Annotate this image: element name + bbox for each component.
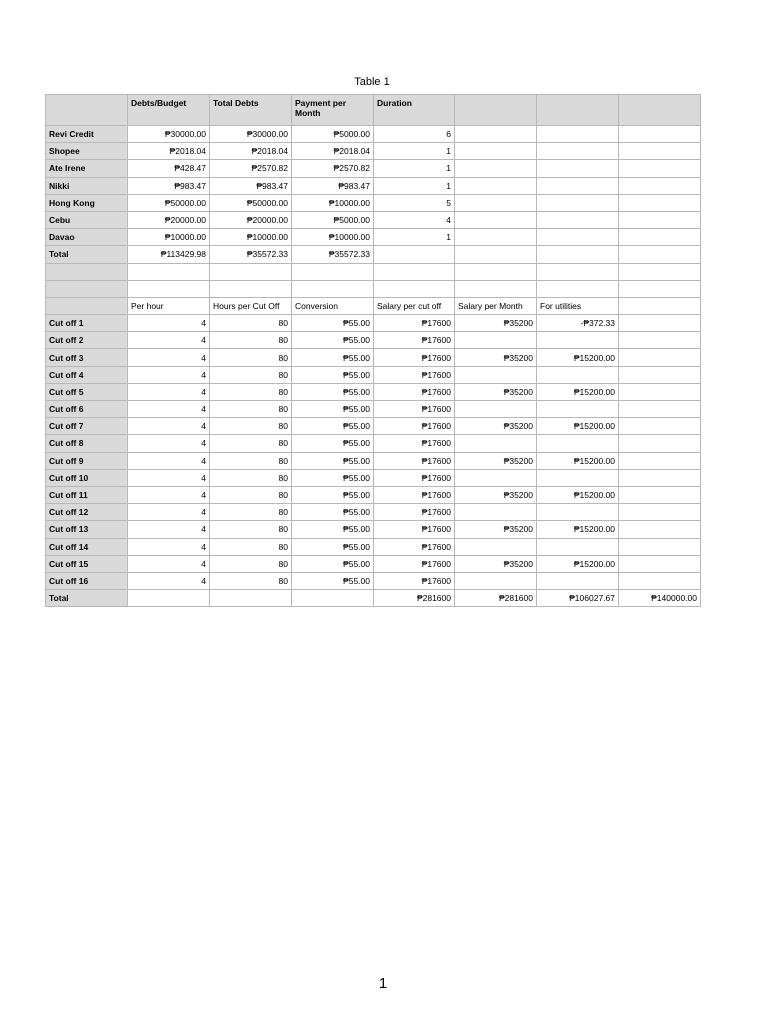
table-row: [46, 555, 701, 572]
table-cell[interactable]: [619, 435, 701, 452]
table-cell[interactable]: [537, 126, 619, 143]
table-cell[interactable]: [455, 435, 537, 452]
row-header-cell[interactable]: [46, 263, 128, 280]
column-header-cell[interactable]: Duration: [374, 95, 455, 126]
table-cell[interactable]: [455, 126, 537, 143]
table-row: [46, 194, 701, 211]
table-cell[interactable]: [537, 366, 619, 383]
table-cell[interactable]: ₱55.00: [292, 418, 374, 435]
table-cell[interactable]: 4: [128, 332, 210, 349]
row-header-cell[interactable]: Shopee: [46, 143, 128, 160]
table-cell[interactable]: ₱35572.33: [210, 246, 292, 263]
row-header-cell[interactable]: Cut off 7: [46, 418, 128, 435]
table-cell[interactable]: ₱983.47: [292, 177, 374, 194]
table-cell[interactable]: [619, 126, 701, 143]
table-cell[interactable]: ₱35200: [455, 349, 537, 366]
row-header-cell[interactable]: Total: [46, 590, 128, 607]
table-cell[interactable]: ₱10000.00: [128, 229, 210, 246]
table-cell[interactable]: 80: [210, 349, 292, 366]
column-header-cell[interactable]: Debts/Budget: [128, 95, 210, 126]
table-cell[interactable]: 1: [374, 177, 455, 194]
table-cell[interactable]: ₱35200: [455, 555, 537, 572]
table-row: [46, 229, 701, 246]
table-cell[interactable]: ₱2570.82: [210, 160, 292, 177]
table-cell[interactable]: ₱140000.00: [619, 590, 701, 607]
table-cell[interactable]: [455, 263, 537, 280]
table-cell[interactable]: 80: [210, 555, 292, 572]
table-cell[interactable]: [537, 280, 619, 297]
table-cell[interactable]: 4: [128, 452, 210, 469]
table-row: [46, 332, 701, 349]
table-cell[interactable]: ₱55.00: [292, 486, 374, 503]
table-cell[interactable]: ₱20000.00: [210, 211, 292, 228]
table-cell[interactable]: [537, 229, 619, 246]
table-cell[interactable]: ₱17600: [374, 572, 455, 589]
table-cell[interactable]: [374, 246, 455, 263]
table-cell[interactable]: [619, 143, 701, 160]
table-cell[interactable]: 80: [210, 469, 292, 486]
table-cell[interactable]: [455, 332, 537, 349]
table-cell[interactable]: ₱2018.04: [292, 143, 374, 160]
table-cell[interactable]: ₱2018.04: [128, 143, 210, 160]
table-row: [46, 538, 701, 555]
table-cell[interactable]: [292, 263, 374, 280]
column-header-cell[interactable]: Conversion: [292, 297, 374, 314]
table-cell[interactable]: [537, 401, 619, 418]
table-cell[interactable]: ₱10000.00: [210, 229, 292, 246]
row-header-cell[interactable]: Cut off 9: [46, 452, 128, 469]
table-cell[interactable]: [619, 160, 701, 177]
table-cell[interactable]: [619, 332, 701, 349]
row-header-cell[interactable]: Cut off 5: [46, 383, 128, 400]
column-header-cell[interactable]: [455, 95, 537, 126]
table-cell[interactable]: ₱15200.00: [537, 349, 619, 366]
subheader-row: [46, 297, 701, 314]
row-header-cell[interactable]: Cut off 8: [46, 435, 128, 452]
row-header-cell[interactable]: Cut off 10: [46, 469, 128, 486]
table-cell[interactable]: ₱35200: [455, 486, 537, 503]
table-cell[interactable]: ₱50000.00: [210, 194, 292, 211]
table-cell[interactable]: [619, 452, 701, 469]
table-row: [46, 143, 701, 160]
table-cell[interactable]: [619, 229, 701, 246]
table-cell[interactable]: ₱20000.00: [128, 211, 210, 228]
table-cell[interactable]: ₱17600: [374, 418, 455, 435]
table-cell[interactable]: [537, 246, 619, 263]
row-header-cell[interactable]: Revi Credit: [46, 126, 128, 143]
table-cell[interactable]: ₱35572.33: [292, 246, 374, 263]
table-cell[interactable]: ₱55.00: [292, 401, 374, 418]
column-header-cell[interactable]: Salary per Month: [455, 297, 537, 314]
table-row: [46, 452, 701, 469]
table-cell[interactable]: 4: [128, 555, 210, 572]
table-cell[interactable]: ₱55.00: [292, 469, 374, 486]
table-cell[interactable]: [292, 590, 374, 607]
row-header-cell[interactable]: Cut off 14: [46, 538, 128, 555]
row-header-cell[interactable]: Davao: [46, 229, 128, 246]
table-cell[interactable]: ₱17600: [374, 469, 455, 486]
table-cell[interactable]: 4: [128, 469, 210, 486]
table-cell[interactable]: [537, 194, 619, 211]
table-cell[interactable]: 6: [374, 126, 455, 143]
table-cell[interactable]: [455, 469, 537, 486]
table-cell[interactable]: 4: [128, 401, 210, 418]
row-header-cell[interactable]: Cut off 16: [46, 572, 128, 589]
table-cell[interactable]: [537, 469, 619, 486]
table-cell[interactable]: [455, 538, 537, 555]
table-cell[interactable]: ₱5000.00: [292, 126, 374, 143]
table-row: [46, 504, 701, 521]
table-row: [46, 486, 701, 503]
table-cell[interactable]: 4: [128, 504, 210, 521]
row-header-cell[interactable]: Total: [46, 246, 128, 263]
header-row: [46, 95, 701, 126]
table-cell[interactable]: ₱30000.00: [210, 126, 292, 143]
table-cell[interactable]: [455, 211, 537, 228]
table-cell[interactable]: ₱55.00: [292, 555, 374, 572]
table-cell[interactable]: [455, 280, 537, 297]
table-cell[interactable]: ₱35200: [455, 452, 537, 469]
table-cell[interactable]: 4: [128, 521, 210, 538]
table-cell[interactable]: 4: [128, 366, 210, 383]
table-cell[interactable]: ₱17600: [374, 332, 455, 349]
table-cell[interactable]: [455, 246, 537, 263]
table-cell[interactable]: ₱17600: [374, 521, 455, 538]
row-header-cell[interactable]: Hong Kong: [46, 194, 128, 211]
table-cell[interactable]: [537, 160, 619, 177]
table-cell[interactable]: [537, 538, 619, 555]
table-cell[interactable]: ₱113429.98: [128, 246, 210, 263]
table-cell[interactable]: 80: [210, 366, 292, 383]
table-cell[interactable]: 4: [128, 435, 210, 452]
table-row: [46, 315, 701, 332]
table-cell[interactable]: [619, 504, 701, 521]
column-header-cell[interactable]: [619, 95, 701, 126]
table-cell[interactable]: [619, 246, 701, 263]
table-cell[interactable]: ₱5000.00: [292, 211, 374, 228]
table-cell[interactable]: ₱55.00: [292, 452, 374, 469]
table-cell[interactable]: ₱17600: [374, 435, 455, 452]
table-cell[interactable]: ₱10000.00: [292, 229, 374, 246]
table-cell[interactable]: ₱35200: [455, 383, 537, 400]
table-cell[interactable]: 5: [374, 194, 455, 211]
table-row: [46, 521, 701, 538]
row-header-cell[interactable]: Cut off 2: [46, 332, 128, 349]
table-cell[interactable]: [619, 263, 701, 280]
table-cell[interactable]: [210, 280, 292, 297]
table-cell[interactable]: [537, 143, 619, 160]
table-cell[interactable]: ₱17600: [374, 366, 455, 383]
table-cell[interactable]: [619, 486, 701, 503]
table-cell[interactable]: [537, 177, 619, 194]
table-cell[interactable]: [619, 177, 701, 194]
table-cell[interactable]: 80: [210, 383, 292, 400]
table-row: [46, 401, 701, 418]
table-cell[interactable]: 80: [210, 418, 292, 435]
table-cell[interactable]: [619, 538, 701, 555]
row-header-cell[interactable]: Ate Irene: [46, 160, 128, 177]
table-cell[interactable]: ₱55.00: [292, 349, 374, 366]
table-cell[interactable]: 80: [210, 521, 292, 538]
table-cell[interactable]: [455, 401, 537, 418]
table-row: [46, 246, 701, 263]
table-cell[interactable]: 4: [128, 418, 210, 435]
table-cell[interactable]: 80: [210, 315, 292, 332]
table-cell[interactable]: ₱15200.00: [537, 452, 619, 469]
table-cell[interactable]: ₱55.00: [292, 572, 374, 589]
table-cell[interactable]: ₱2570.82: [292, 160, 374, 177]
table-cell[interactable]: [619, 315, 701, 332]
table-cell[interactable]: [455, 504, 537, 521]
table-cell[interactable]: [619, 555, 701, 572]
table-cell[interactable]: [537, 572, 619, 589]
table-title: Table 1: [354, 76, 390, 88]
table-row: [46, 418, 701, 435]
table-cell[interactable]: [128, 263, 210, 280]
table-cell[interactable]: [455, 143, 537, 160]
table-cell[interactable]: [374, 280, 455, 297]
table-cell[interactable]: [455, 177, 537, 194]
table-row: [46, 126, 701, 143]
table-cell[interactable]: [537, 211, 619, 228]
table-cell[interactable]: ₱17600: [374, 555, 455, 572]
table-cell[interactable]: [537, 332, 619, 349]
table-cell[interactable]: [619, 418, 701, 435]
column-header-cell[interactable]: Payment per Month: [292, 95, 374, 126]
row-header-cell[interactable]: Cut off 12: [46, 504, 128, 521]
row-header-cell[interactable]: Nikki: [46, 177, 128, 194]
table-cell[interactable]: [455, 572, 537, 589]
table-cell[interactable]: [619, 211, 701, 228]
table-cell[interactable]: 4: [128, 315, 210, 332]
table-cell[interactable]: [619, 383, 701, 400]
table-cell[interactable]: ₱428.47: [128, 160, 210, 177]
table-row: [46, 349, 701, 366]
column-header-cell[interactable]: [46, 297, 128, 314]
table-cell[interactable]: ₱55.00: [292, 315, 374, 332]
table-cell[interactable]: ₱15200.00: [537, 555, 619, 572]
table-cell[interactable]: [374, 263, 455, 280]
table-cell[interactable]: ₱50000.00: [128, 194, 210, 211]
table-cell[interactable]: ₱10000.00: [292, 194, 374, 211]
table-cell[interactable]: ₱15200.00: [537, 521, 619, 538]
table-cell[interactable]: [619, 401, 701, 418]
row-header-cell[interactable]: Cut off 4: [46, 366, 128, 383]
spreadsheet-table: [45, 94, 701, 607]
table-cell[interactable]: ₱55.00: [292, 435, 374, 452]
table-cell[interactable]: ₱17600: [374, 486, 455, 503]
table-cell[interactable]: [455, 229, 537, 246]
table-cell[interactable]: ₱281600: [374, 590, 455, 607]
table-cell[interactable]: ₱2018.04: [210, 143, 292, 160]
column-header-cell[interactable]: Total Debts: [210, 95, 292, 126]
table-cell[interactable]: ₱17600: [374, 401, 455, 418]
page-number: 1: [378, 975, 388, 992]
table-cell[interactable]: 1: [374, 143, 455, 160]
table-cell[interactable]: 1: [374, 229, 455, 246]
table-row: [46, 177, 701, 194]
table-row: [46, 263, 701, 280]
table-body: [46, 95, 701, 607]
table-cell[interactable]: 4: [128, 486, 210, 503]
table-cell[interactable]: ₱17600: [374, 315, 455, 332]
table-cell[interactable]: ₱17600: [374, 538, 455, 555]
table-row: [46, 366, 701, 383]
table-cell[interactable]: ₱55.00: [292, 504, 374, 521]
table-cell[interactable]: 80: [210, 452, 292, 469]
row-header-cell[interactable]: [46, 280, 128, 297]
row-header-cell[interactable]: Cut off 3: [46, 349, 128, 366]
table-cell[interactable]: [455, 366, 537, 383]
table-cell[interactable]: [128, 590, 210, 607]
table-cell[interactable]: ₱30000.00: [128, 126, 210, 143]
table-cell[interactable]: 80: [210, 332, 292, 349]
table-cell[interactable]: [210, 263, 292, 280]
table-cell[interactable]: [619, 280, 701, 297]
table-cell[interactable]: 4: [128, 349, 210, 366]
table-cell[interactable]: ₱17600: [374, 349, 455, 366]
column-header-cell[interactable]: [619, 297, 701, 314]
table-cell[interactable]: ₱17600: [374, 504, 455, 521]
table-cell[interactable]: ₱15200.00: [537, 486, 619, 503]
table-cell[interactable]: 80: [210, 401, 292, 418]
table-cell[interactable]: ₱983.47: [128, 177, 210, 194]
table-cell[interactable]: ₱983.47: [210, 177, 292, 194]
table-cell[interactable]: 80: [210, 504, 292, 521]
table-cell[interactable]: 4: [128, 383, 210, 400]
table-cell[interactable]: 80: [210, 538, 292, 555]
table-row: [46, 211, 701, 228]
table-cell[interactable]: ₱35200: [455, 418, 537, 435]
table-cell[interactable]: [619, 572, 701, 589]
row-header-cell[interactable]: Cut off 15: [46, 555, 128, 572]
column-header-cell[interactable]: [537, 95, 619, 126]
table-cell[interactable]: 80: [210, 486, 292, 503]
table-cell[interactable]: [619, 521, 701, 538]
row-header-cell[interactable]: Cut off 13: [46, 521, 128, 538]
table-cell[interactable]: ₱55.00: [292, 383, 374, 400]
table-cell[interactable]: ₱281600: [455, 590, 537, 607]
table-cell[interactable]: ₱15200.00: [537, 418, 619, 435]
table-cell[interactable]: [292, 280, 374, 297]
table-cell[interactable]: [537, 504, 619, 521]
table-cell[interactable]: ₱55.00: [292, 538, 374, 555]
table-cell[interactable]: [210, 590, 292, 607]
table-row: [46, 280, 701, 297]
row-header-cell[interactable]: Cut off 1: [46, 315, 128, 332]
table-cell[interactable]: [619, 194, 701, 211]
table-row: [46, 469, 701, 486]
table-cell[interactable]: [455, 160, 537, 177]
row-header-cell[interactable]: Cut off 11: [46, 486, 128, 503]
table-cell[interactable]: [537, 263, 619, 280]
table-cell[interactable]: 4: [128, 572, 210, 589]
table-cell[interactable]: ₱106027.67: [537, 590, 619, 607]
table-row: [46, 383, 701, 400]
table-cell[interactable]: [619, 349, 701, 366]
table-cell[interactable]: 80: [210, 435, 292, 452]
column-header-cell[interactable]: [46, 95, 128, 126]
table-cell[interactable]: [537, 435, 619, 452]
row-header-cell[interactable]: Cut off 6: [46, 401, 128, 418]
table-cell[interactable]: -₱372.33: [537, 315, 619, 332]
table-cell[interactable]: 4: [374, 211, 455, 228]
table-cell[interactable]: ₱15200.00: [537, 383, 619, 400]
table-cell[interactable]: [619, 366, 701, 383]
table-cell[interactable]: ₱55.00: [292, 366, 374, 383]
table-cell[interactable]: [128, 280, 210, 297]
column-header-cell[interactable]: Per hour: [128, 297, 210, 314]
table-cell[interactable]: ₱35200: [455, 521, 537, 538]
column-header-cell[interactable]: Hours per Cut Off: [210, 297, 292, 314]
row-header-cell[interactable]: Cebu: [46, 211, 128, 228]
table-cell[interactable]: [455, 194, 537, 211]
table-cell[interactable]: ₱55.00: [292, 521, 374, 538]
table-cell[interactable]: 80: [210, 572, 292, 589]
column-header-cell[interactable]: Salary per cut off: [374, 297, 455, 314]
table-row: [46, 160, 701, 177]
table-cell[interactable]: 1: [374, 160, 455, 177]
table-row: [46, 590, 701, 607]
table-row: [46, 435, 701, 452]
table-cell[interactable]: ₱17600: [374, 383, 455, 400]
column-header-cell[interactable]: For utilities: [537, 297, 619, 314]
table-row: [46, 572, 701, 589]
table-cell[interactable]: ₱55.00: [292, 332, 374, 349]
table-cell[interactable]: [619, 469, 701, 486]
table-cell[interactable]: ₱35200: [455, 315, 537, 332]
table-cell[interactable]: 4: [128, 538, 210, 555]
table-cell[interactable]: ₱17600: [374, 452, 455, 469]
